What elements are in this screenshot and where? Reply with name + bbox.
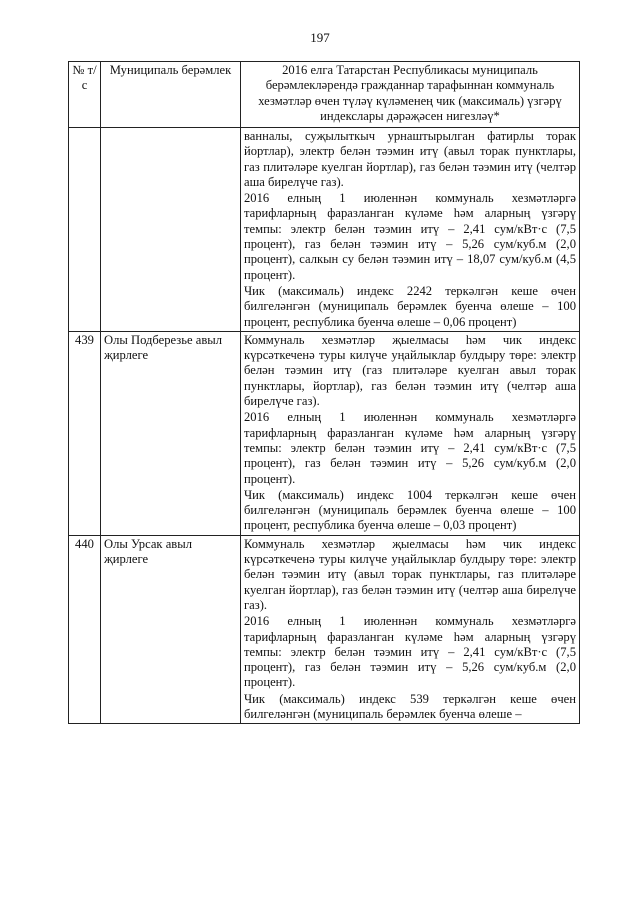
row-number (69, 128, 101, 332)
row-municipality (101, 128, 241, 332)
header-municipality: Муниципаль берәмлек (101, 62, 241, 128)
row-municipality: Олы Урсак авыл җирлеге (101, 535, 241, 724)
row-municipality: Олы Подберезье авыл җирлеге (101, 331, 241, 535)
description-paragraph: 2016 елның 1 июленнән коммуналь хезмәтләргә тарифларның фаразланган күләме һәм аларның үзгәрү темпы: электр белән тәэмин итү – 2,41 сум/кВт·с (7,5 процент), газ белән тәэмин итү – 5,26 сум/куб.м (2,0 процент), салкын су белән тәэмин итү – 18,07 сум/куб.м (4,5 процент). (244, 191, 576, 282)
row-number: 439 (69, 331, 101, 535)
row-description (241, 535, 580, 724)
description-paragraph: ванналы, суҗылыткыч урнаштырылган фатирлы торак йортлар), электр белән тәэмин итү (авыл торак пунктлары, газ плитәләре куелган йортлар), газ белән тәэмин итү (челтәр аша бирелүче газ). (244, 129, 576, 189)
table-row (69, 331, 580, 535)
description-paragraph: Чик (максималь) индекс 1004 теркәлгән кеше өчен билгеләнгән (муниципаль берәмлек буенча өлеше – 100 процент, республика буенча өлеше – 0,03 процент) (244, 487, 576, 533)
description-paragraph: 2016 елның 1 июленнән коммуналь хезмәтләргә тарифларның фаразланган күләме һәм аларның үзгәрү темпы: электр белән тәэмин итү – 2,41 сум/кВт·с (7,5 процент), газ белән тәэмин итү – 5,26 сум/куб.м (2,0 процент). (244, 410, 576, 486)
description-paragraph: Коммуналь хезмәтләр җыелмасы һәм чик индекс күрсәткеченә туры килүче уңайлыклар булдыру төре: электр белән тәэмин итү (авыл торак пунктлары, газ плитәләре куелган йортлар), газ белән тәэмин итү (челтәр аша бирелүче газ). (244, 536, 576, 612)
description-paragraph: Коммуналь хезмәтләр җыелмасы һәм чик индекс күрсәткеченә туры килүче уңайлыклар булдыру төре: электр белән тәэмин итү (газ плитәләре куелган авыл торак пунктлары, йортлар), газ белән тәэмин итү (челтәр аша бирелүче газ). (244, 332, 576, 409)
row-number: 440 (69, 535, 101, 724)
row-description (241, 331, 580, 535)
header-number: № т/с (69, 62, 101, 128)
description-paragraph: Чик (максималь) индекс 2242 теркәлгән кеше өчен билгеләнгән (муниципаль берәмлек буенча өлеше – 100 процент, республика буенча өлеше – 0,06 процент) (244, 283, 576, 329)
table-row (69, 128, 580, 332)
row-description (241, 128, 580, 332)
description-paragraph: Чик (максималь) индекс 539 теркәлгән кеше өчен билгеләнгән (муниципаль берәмлек буенча өлеше – (244, 691, 576, 721)
table-row (69, 535, 580, 724)
tariff-table (68, 61, 580, 724)
description-paragraph: 2016 елның 1 июленнән коммуналь хезмәтләргә тарифларның фаразланган күләме һәм аларның үзгәрү темпы: электр белән тәэмин итү – 2,41 сум/кВт·с (7,5 процент), газ белән тәэмин итү – 5,26 сум/куб.м (2,0 процент). (244, 614, 576, 690)
header-description: 2016 елга Татарстан Республикасы муниципаль берәмлекләрендә гражданнар тарафыннан коммуналь хезмәтләр өчен түләү күләменең чик (максималь) үзгәрү индекслары дәрәҗәсен нигезләү* (241, 62, 580, 128)
page-number: 197 (310, 30, 330, 45)
table-header-row (69, 62, 580, 128)
